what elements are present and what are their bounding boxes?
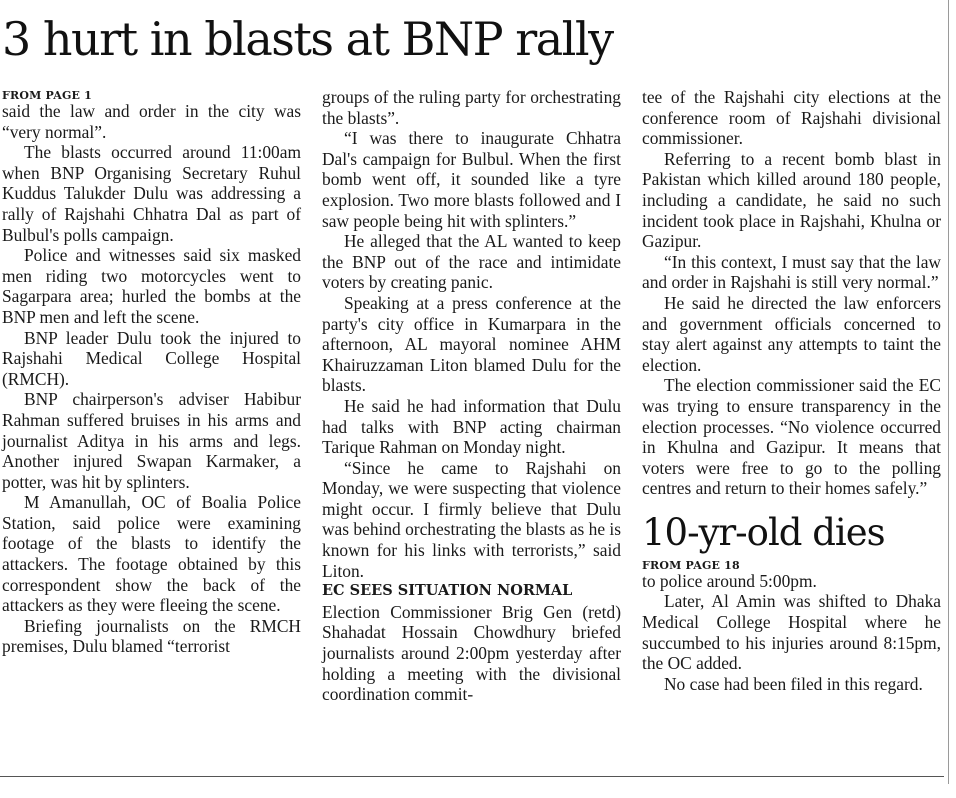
article-column-3 (642, 87, 941, 694)
column-rule-right (948, 0, 949, 784)
paragraph: Referring to a recent bomb blast in Pakistan which killed around 180 people, including a candidate, he said no such incident took place in Rajshahi, Khulna or Gazipur. (642, 148, 941, 252)
paragraph: The blasts occurred around 11:00am when BNP Organising Secretary Ruhul Kuddus Talukder Dulu was addressing a rally of Rajshahi Chhatra Dal as part of Bulbul's polls campaign. (2, 142, 301, 245)
paragraph: tee of the Rajshahi city elections at the conference room of Rajshahi divisional commissioner. (642, 87, 941, 149)
paragraph: “I was there to inaugurate Chhatra Dal's campaign for Bulbul. When the first bomb went off, it sounded like a tyre explosion. Two more blasts followed and I saw people being hit with splinters.” (322, 128, 621, 231)
paragraph: “Since he came to Rajshahi on Monday, we were suspecting that violence might occur. I firmly believe that Dulu was behind orchestrating the blasts as he is known for his links with terrorists,” said Liton. (322, 457, 621, 581)
paragraph: He said he directed the law enforcers and government officials concerned to stay alert against any attempts to taint the election. (642, 292, 941, 375)
paragraph: BNP chairperson's adviser Habibur Rahman suffered bruises in his arms and journalist Aditya in his arms and legs. Another injured Swapan Karmaker, a potter, was hit by splinters. (2, 389, 301, 492)
section-subhead: EC SEES SITUATION NORMAL (322, 582, 573, 600)
continued-from-kicker: FROM PAGE 18 (642, 558, 740, 572)
paragraph: BNP leader Dulu took the injured to Rajshahi Medical College Hospital (RMCH). (2, 327, 301, 389)
paragraph: to police around 5:00pm. (642, 570, 817, 591)
paragraph: No case had been filed in this regard. (664, 673, 923, 694)
article-column-2 (322, 87, 621, 705)
paragraph: groups of the ruling party for orchestrating the blasts”. (322, 87, 621, 128)
paragraph: M Amanullah, OC of Boalia Police Station, said police were examining footage of the blasts to identify the attackers. The footage obtained by this correspondent show the back of the attackers as they were fleeing the scene. (2, 492, 301, 616)
article-column-1 (2, 87, 301, 657)
paragraph: The election commissioner said the EC was trying to ensure transparency in the election processes. “No violence occurred in Khulna and Gazipur. It means that voters were free to go to the polling centres and return to their homes safely.” (642, 375, 941, 499)
paragraph: Speaking at a press conference at the party's city office in Kumarpara in the afternoon, AL mayoral nominee AHM Khairuzzaman Liton blamed Dulu for the blasts. (322, 292, 621, 396)
page-bottom-rule (0, 776, 944, 777)
paragraph: Election Commissioner Brig Gen (retd) Shahadat Hossain Chowdhury briefed journalists around 2:00pm yesterday after holding a meeting with the divisional coordination commit- (322, 601, 621, 705)
paragraph: Police and witnesses said six masked men riding two motorcycles went to Sagarpara area; hurled the bombs at the BNP men and left the scene. (2, 245, 301, 327)
paragraph: Briefing journalists on the RMCH premises, Dulu blamed “terrorist (2, 615, 301, 657)
paragraph: Later, Al Amin was shifted to Dhaka Medical College Hospital where he succumbed to his injuries around 8:15pm, the OC added. (642, 591, 941, 674)
continued-from-kicker: FROM PAGE 1 (2, 89, 93, 102)
paragraph: He said he had information that Dulu had talks with BNP acting chairman Tarique Rahman on Monday night. (322, 395, 621, 458)
article-headline: 3 hurt in blasts at BNP rally (2, 12, 613, 66)
paragraph: “In this context, I must say that the law and order in Rajshahi is still very normal.” (642, 251, 941, 293)
second-article-headline: 10-yr-old dies (642, 510, 885, 554)
paragraph: said the law and order in the city was “very normal”. (2, 101, 301, 142)
paragraph: He alleged that the AL wanted to keep the BNP out of the race and intimidate voters by creating panic. (322, 231, 621, 293)
